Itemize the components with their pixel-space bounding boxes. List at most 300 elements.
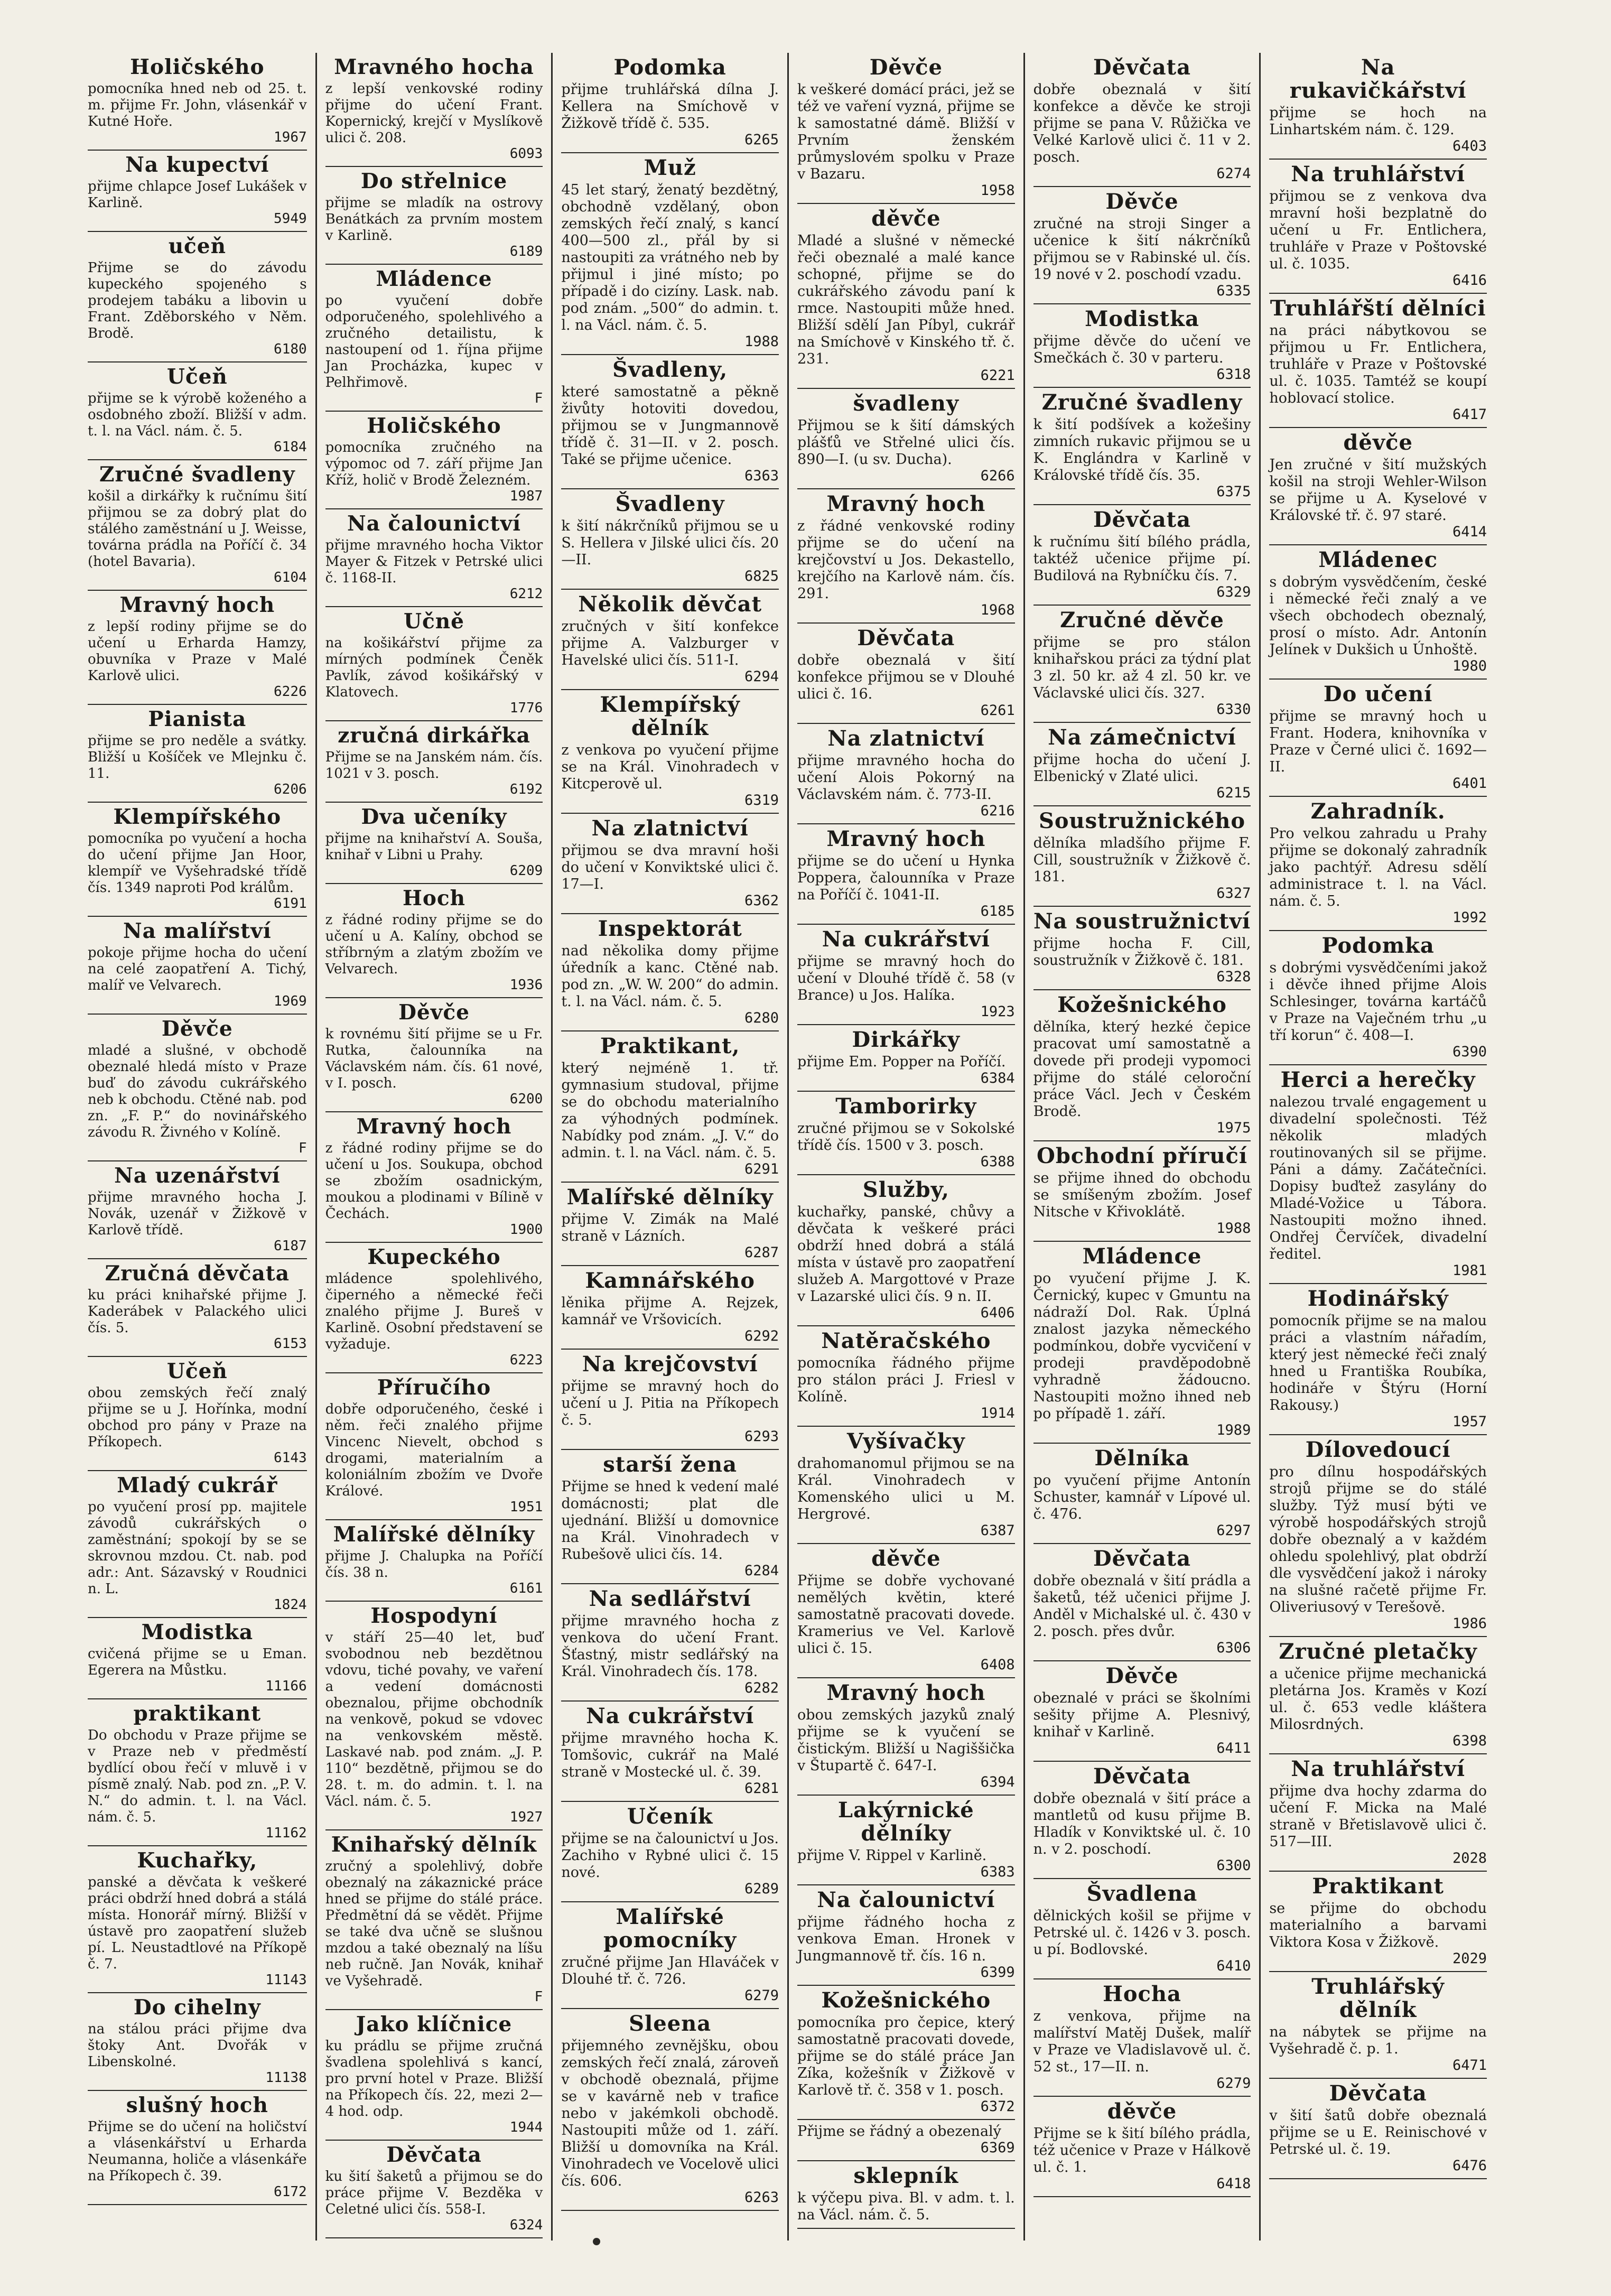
ad-number: 6330	[1216, 701, 1251, 718]
ad-body: Přijme se do závodu kupeckého spojeného s prodejem tabáku a libovin u Frant. Zděborského v Něm. Brodě.	[88, 260, 307, 341]
ad-number: 6161	[509, 1581, 543, 1596]
ad-number: 6291	[744, 1161, 779, 1177]
ad-number: 6388	[980, 1154, 1015, 1170]
ad-title: Obchodní příručí	[1036, 1144, 1248, 1168]
ad-number: 6274	[1216, 165, 1251, 182]
ad-title: Příručího	[377, 1375, 491, 1400]
ad-title: sklepník	[853, 2163, 959, 2188]
ad-body: pomocníka zručného na výpomoc od 7. září přijme Jan Kříž, holič v Brodě Železném.	[325, 440, 543, 488]
classified-ad	[88, 1846, 307, 1993]
ad-body: přijme se na čalounictví u Jos. Zachiho v Rybné ulici č. 15 nové.	[561, 1830, 779, 1881]
ad-body: po vyučení prosí pp. majitele závodů cukrářských o zaměstnání; spokojí by se se skrovnou mzdou. Ct. nab. pod adr.: Ant. Sázavský v Roudnici n. L.	[88, 1499, 307, 1597]
ad-number: 6287	[744, 1244, 779, 1261]
ad-number: 6282	[744, 1680, 779, 1696]
classified-ad	[1269, 1284, 1487, 1435]
ad-title: Mravný hoch	[119, 593, 275, 617]
ad-number: F	[299, 1140, 307, 1156]
classified-ad	[325, 1112, 543, 1243]
ad-number: 6185	[980, 903, 1015, 919]
ad-number: 1986	[1452, 1615, 1487, 1632]
ad-title: Děvče	[398, 1000, 470, 1025]
ad-number: 2029	[1452, 1950, 1487, 1967]
classified-ad	[325, 1373, 543, 1520]
classified-ad	[325, 884, 543, 998]
ad-number: 1975	[1216, 1120, 1251, 1136]
ad-number: 1992	[1452, 909, 1487, 926]
ad-number: 6372	[980, 2098, 1015, 2115]
ad-title: Holičského	[130, 55, 265, 79]
ad-number: 1951	[509, 1499, 543, 1515]
ad-title: slušný hoch	[126, 2093, 268, 2117]
ad-body: z řádné rodiny přijme se do učení u A. Kalíny, obchod se stříbrným a zlatým zbožím ve Velvarech.	[325, 912, 543, 977]
ad-body: ku práci knihařské přijme J. Kaderábek v Palackého ulici čís. 5.	[88, 1287, 307, 1336]
ad-number: 6410	[1216, 1958, 1251, 1974]
ad-title: Na zlatnictví	[591, 816, 749, 841]
ad-number: 6414	[1452, 524, 1487, 540]
ad-title: Hodinářský	[1307, 1286, 1449, 1311]
ad-number: 1968	[980, 602, 1015, 618]
ad-body: zručné na stroji Singer a učenice k šití nákrčníků přijmou se v Rabinské ul. čís. 19 nové v 2. poschodí vzadu.	[1033, 216, 1251, 283]
classified-ad	[88, 1993, 307, 2091]
ad-number: 1936	[509, 977, 543, 993]
ad-number: 2028	[1452, 1850, 1487, 1866]
classified-ad	[797, 1092, 1015, 1175]
ad-number: 6369	[980, 2140, 1015, 2156]
ad-body: Přijme se dobře vychované nemělých květin, které samostatně pracovati dovede. Kramerius ve Vel. Karlově ulici č. 15.	[797, 1573, 1015, 1657]
ad-title: Sleena	[629, 2011, 712, 2036]
ad-title: Pianista	[148, 707, 247, 731]
ad-body: z řádné rodiny přijme se do učení u Jos. Soukupa, obchod se zbožím osadnickým, moukou a plodinami v Bílině v Čechách.	[325, 1140, 543, 1222]
classified-ad	[88, 2091, 307, 2205]
ad-body: z lepší venkovské rodiny přijme do učení Frant. Kopernický, krejčí v Myslíkově ulici č. 208.	[325, 81, 543, 146]
ad-number: 6206	[274, 782, 307, 797]
classified-ad	[1033, 1544, 1251, 1661]
ad-title: Děvče	[1105, 1663, 1179, 1688]
ad-number: 11138	[265, 2070, 307, 2086]
ad-number: 6209	[509, 863, 543, 879]
ad-title: děvče	[1107, 2099, 1177, 2124]
ad-body: přijme hocha do učení J. Elbenický v Zlaté ulici.	[1033, 751, 1251, 785]
classified-ad	[561, 2009, 779, 2211]
ad-number: 6297	[1216, 1522, 1251, 1539]
ad-number: 6187	[274, 1238, 307, 1254]
classified-ad	[1269, 294, 1487, 428]
classified-ad	[797, 2120, 1015, 2161]
ad-body: přijme mravného hocha z venkova do učení Frant. Šťastný, mistr sedlářský na Král. Vinohradech čís. 178.	[561, 1613, 779, 1680]
ad-column	[551, 53, 787, 2241]
ad-title: Malířské dělníky	[333, 1522, 535, 1547]
classified-ad	[88, 232, 307, 362]
ad-body: dobře obeznalá v šití práce a mantletů od kusu přijme B. Hladík v Konviktské ul. č. 10 n. v 2. poschodí.	[1033, 1790, 1251, 1857]
classified-ad	[561, 1584, 779, 1702]
ad-number: 1776	[509, 700, 543, 716]
ad-number: 6261	[980, 702, 1015, 719]
ad-body: zručný a spolehlivý, dobře obeznalý na zákaznické práce hned se přijme do stálé práce. Předmětní dá se vědět. Přijme se také dva učně se slušnou mzdou a také obeznalý na líšu neb ručně. Jan Novák, knihař ve Vyšehradě.	[325, 1858, 543, 1989]
classified-ad	[561, 914, 779, 1031]
ad-number: 6408	[980, 1657, 1015, 1673]
ad-body: přijmou se z venkova dva mravní hoši bezplatně do učení u Fr. Entlichera, truhláře v Praze v Poštovské ul. č. 1035.	[1269, 188, 1487, 272]
ad-number: 6476	[1452, 2158, 1487, 2174]
ad-body: pomocníka po vyučení a hocha do učení přijme Jan Hoor, klempíř ve Vyšehradské třídě čís. 1349 naproti Pod králům.	[88, 831, 307, 896]
classified-ad	[1033, 723, 1251, 806]
ad-number: 6184	[274, 439, 307, 455]
ad-number: 6383	[980, 1864, 1015, 1880]
ad-title: Děvčata	[1093, 55, 1191, 80]
ad-number: 6265	[744, 132, 779, 148]
classified-ad	[325, 53, 543, 167]
ad-body: přijme hocha F. Cill, soustružník v Žižkově č. 181.	[1033, 935, 1251, 969]
ad-number: 6189	[509, 244, 543, 259]
ad-title: Praktikant	[1312, 1874, 1444, 1899]
ad-title: Učeník	[627, 1804, 713, 1829]
ad-title: Hoch	[403, 886, 465, 910]
ad-title: Mládence	[376, 267, 492, 291]
ad-number: 6411	[1216, 1740, 1251, 1756]
ad-title: Mládenec	[1318, 547, 1438, 572]
ad-body: přijme se mladík na ostrovy Benátkách za prvním mostem v Karlině.	[325, 195, 543, 244]
ad-title: Vyšívačky	[846, 1429, 965, 1454]
ad-title: Hocha	[1103, 1982, 1181, 2006]
classified-ad	[88, 1161, 307, 1259]
classified-ad	[561, 153, 779, 355]
ad-body: v stáří 25—40 let, buď svobodnou neb bezdětnou vdovu, tiché povahy, ve vaření a vedení domácnosti obeznalou, přijme obchodník na venkově, pokud se vdovec na venkovském městě. Laskavé nab. pod znám. „J. P. 110“ bezdětně, přijmou se do 28. t. m. do admin. t. l. na Václ. nám. č. 5.	[325, 1630, 543, 1809]
ad-body: přijme truhlářská dílna J. Kellera na Smíchově v Žižkově třídě č. 535.	[561, 81, 779, 132]
ad-body: přijme mravného hocha K. Tomšovic, cukrář na Malé straně v Mostecké ul. č. 39.	[561, 1730, 779, 1780]
ad-number: 6172	[274, 2184, 307, 2200]
ad-body: po vyučení přijme J. K. Černický, kupec v Gmuntu na nádraží Dol. Rak. Úplná znalost jazyka německého podmínkou, dobře vycvičení v prodeji pravděpodobně vyhradně žádoucno. Nastoupiti možno ihned neb po případě 1. září.	[1033, 1270, 1251, 1422]
ad-body: dobře obeznalá v šití konfekce přijmou se v Dlouhé ulici č. 16.	[797, 652, 1015, 702]
ad-body: Přijme se do učení na holičství a vlásenkářství u Erharda Neumanna, holiče a vlásenkáře na Příkopech č. 39.	[88, 2119, 307, 2184]
ad-body: Přijmou se k šití dámských plášťů ve Střelné ulici čís. 890—I. (u sv. Ducha).	[797, 417, 1015, 468]
ad-title: Na truhlářství	[1291, 162, 1466, 187]
ad-title: Mravný hoch	[826, 826, 986, 851]
ad-body: na stálou práci přijme dva štoky Ant. Dvořák v Libenskolné.	[88, 2021, 307, 2070]
ad-body: pokoje přijme hocha do učení na celé zaopatření A. Tichý, malíř ve Velvarech.	[88, 945, 307, 993]
ad-number: 6387	[980, 1522, 1015, 1539]
ad-title: Lakýrnické dělníky	[837, 1798, 974, 1846]
ad-body: přijme Em. Popper na Poříčí.	[797, 1054, 1006, 1070]
ad-title: Zručná děvčata	[105, 1261, 290, 1286]
ad-body: k rovnému šití přijme se u Fr. Rutka, čalounníka na Václavském nám. čís. 61 nové, v I. posch.	[325, 1026, 543, 1091]
ad-title: Na krejčovství	[582, 1352, 758, 1377]
classified-ad	[797, 204, 1015, 389]
ad-body: přijme V. Rippel v Karlině.	[797, 1847, 987, 1864]
ad-title: Na malířství	[123, 919, 272, 943]
ad-body: na práci nábytkovou se přijmou u Fr. Entlichera, truhláře v Praze v Poštovské ul. č. 1035. Tamtéž se koupí hoblovací stolice.	[1269, 322, 1487, 406]
ad-body: přijme se mravný hoch do učení v Dlouhé třídě č. 58 (v Brance) u Jos. Halíka.	[797, 953, 1015, 1003]
classified-ad	[88, 1699, 307, 1846]
ad-body: přijme mravného hocha do učení Alois Pokorný na Václavském nám. č. 773-II.	[797, 752, 1015, 803]
ad-number: 6180	[274, 341, 307, 357]
ad-number: 6399	[980, 1964, 1015, 1981]
classified-ad	[88, 1618, 307, 1699]
ad-number: 6362	[744, 893, 779, 909]
ad-number: 6281	[744, 1780, 779, 1797]
ad-title: Na čalounictví	[347, 512, 522, 536]
ad-title: Mládence	[1082, 1244, 1202, 1269]
ad-title: Natěračského	[821, 1328, 991, 1353]
ad-body: se přijme ihned do obchodu se smíšeným zbožím. Josef Nitsche v Křivoklátě.	[1033, 1170, 1251, 1220]
ad-number: 6324	[509, 2217, 543, 2233]
classified-ad	[797, 1885, 1015, 1986]
ad-title: Hospodyní	[370, 1604, 498, 1628]
ad-number: 6318	[1216, 366, 1251, 383]
classified-ad	[797, 1427, 1015, 1544]
ad-number: 6825	[744, 568, 779, 584]
classified-ad	[561, 53, 779, 153]
ad-column	[787, 53, 1023, 2241]
ad-body: přijme se k výrobě koženého a osdobného zboží. Bližší v adm. t. l. na Václ. nám. č. 5.	[88, 391, 307, 439]
ad-number: 6200	[509, 1091, 543, 1107]
ad-body: přijmou se dva mravní hoši do učení v Konviktské ulici č. 17—I.	[561, 842, 779, 893]
ad-number: 1988	[744, 333, 779, 350]
classified-ad	[797, 824, 1015, 925]
classified-ad	[1269, 1872, 1487, 1972]
ad-body: Mladé a slušné v německé řeči obeznalé a malé kance schopné, přijme se do cukrářského závodu paní k rmce. Nastoupiti může hned. Bližší sdělí Jan Píbyl, cukrář na Smíchově v Kinského tř. č. 231.	[797, 233, 1015, 367]
ad-body: přijme se pro neděle a svátky. Bližší u Košíček ve Mlejnku č. 11.	[88, 733, 307, 782]
ad-body: v šití šatů dobře obeznalá přijme se u E. Reinischové v Petrské ul. č. 19.	[1269, 2107, 1487, 2158]
ad-title: Děvče	[161, 1017, 233, 1041]
ad-body: pomocník přijme se na malou práci a vlastním nářadím, který jest německé řeči znalý hned u Františka Roubíka, hodináře v Štýru (Horní Rakousy.)	[1269, 1313, 1487, 1414]
ad-title: Herci a herečky	[1280, 1067, 1476, 1092]
ad-body: obou zemských řečí znalý přijme se u J. Hořínka, modní obchod pro pány v Praze na Příkopech.	[88, 1385, 307, 1450]
ad-number: 1967	[274, 129, 307, 145]
classified-ad	[561, 1802, 779, 1902]
ad-title: Inspektorát	[598, 916, 742, 941]
ad-number: 6223	[509, 1352, 543, 1368]
ad-number: 6406	[980, 1305, 1015, 1321]
ad-body: k šití podšívek a kožešiny zimních rukavic přijmou se u K. Englándra v Karlině v Královské třídě čís. 35.	[1033, 416, 1251, 484]
ad-title: Děvčata	[386, 2143, 482, 2167]
ad-number: 1914	[980, 1405, 1015, 1421]
ad-title: Děvčata	[1329, 2081, 1427, 2106]
ad-body: Jen zručné v šití mužských košil na stroji Wehler-Wilson se přijme u A. Kyselové v Královské tř. č. 97 staré.	[1269, 457, 1487, 524]
ad-title: zručná dirkářka	[338, 723, 530, 748]
ad-title: děvče	[1343, 430, 1413, 455]
ad-body: Přijme se hned k vedení malé domácnosti; plat dle ujednání. Bližší u domovnice na Král. Vinohradech v Rubešově ulici čís. 14.	[561, 1479, 779, 1563]
classified-ad	[797, 389, 1015, 489]
classified-ad	[1269, 2079, 1487, 2179]
ad-body: dobře obeznalá v šití konfekce a děvče ke stroji přijme se pana V. Růžička ve Velké Karlově ulici č. 11 v 2. posch.	[1033, 81, 1251, 165]
classified-ad	[1033, 1242, 1251, 1444]
ad-body: k veškeré domácí práci, jež se též ve vaření vyzná, přijme se k samostatné dámě. Bližší v Prvním ženském průmyslovém spolku v Praze v Bazaru.	[797, 81, 1015, 182]
ad-body: s dobrým vysvědčením, české i německé řeči znalý a ve všech obchodech obeznalý, prosí o místo. Adr. Antonín Jelínek v Dukšich u Únhoště.	[1269, 574, 1487, 658]
ad-title: Mravný hoch	[356, 1114, 512, 1139]
ad-title: Soustružnického	[1038, 808, 1246, 833]
ad-number: 11143	[265, 1972, 307, 1988]
classified-ad	[1033, 990, 1251, 1141]
ad-number: 6192	[509, 782, 543, 797]
classified-ads-page	[79, 53, 1495, 2241]
ad-body: se přijme do obchodu materialního a barvami Viktora Kosa v Žižkově.	[1269, 1900, 1487, 1950]
ad-title: Děvčata	[1093, 507, 1191, 532]
classified-ad	[1033, 1762, 1251, 1879]
ad-body: zručné přijme Jan Hlaváček v Dlouhé tř. č. 726.	[561, 1954, 779, 1987]
ad-number: 6221	[980, 367, 1015, 384]
ad-number: 6292	[744, 1328, 779, 1344]
ad-body: Přijme se k šití bílého prádla, též učenice v Praze v Hálkově ul. č. 1.	[1033, 2125, 1251, 2176]
classified-ad	[1269, 53, 1487, 160]
ad-number: 1957	[1452, 1414, 1487, 1430]
ad-number: 6226	[274, 684, 307, 700]
classified-ad	[561, 355, 779, 489]
ad-body: z řádné venkovské rodiny přijme se do učení na krejčovství u Jos. Dekastello, krejčího na Karlově nám. čís. 291.	[797, 518, 1015, 602]
ad-body: dělnických košil se přijme v Petrské ul. č. 1426 v 3. posch. u pí. Bodlovské.	[1033, 1908, 1251, 1958]
ad-title: Do střelnice	[360, 169, 508, 193]
classified-ad	[325, 721, 543, 803]
ad-body: přijme se hoch na Linhartském nám. č. 129.	[1269, 105, 1487, 138]
ad-number: 6329	[1216, 584, 1251, 600]
ad-title: Zručné švadleny	[99, 462, 295, 487]
ad-title: Malířské pomocníky	[603, 1904, 737, 1953]
ad-title: Dílovedoucí	[1305, 1437, 1451, 1462]
classified-ad	[88, 705, 307, 803]
ad-title: Klempířský dělník	[600, 692, 740, 740]
ad-title: Na cukrářství	[586, 1704, 755, 1728]
ad-body: který nejméně 1. tř. gymnasium studoval, přijme se do obchodu materialního za výhodných podmínek. Nabídky pod znám. „J. V.“ do admin. t. l. na Václ. nám. č. 5.	[561, 1060, 779, 1161]
classified-ad	[797, 624, 1015, 724]
classified-ad	[1033, 1979, 1251, 2097]
ad-number: 6212	[509, 586, 543, 602]
ad-body: z lepší rodiny přijme se do učení u Erharda Hamzy, obuvníka v Praze v Malé Karlově ulici.	[88, 619, 307, 684]
ad-body: ku šití šaketů a přijmou se do práce přijme V. Bezděka v Celetné ulici čís. 558-I.	[325, 2169, 543, 2217]
ad-title: Na sedlářství	[589, 1586, 751, 1611]
ad-body: po vyučení dobře odporučeného, spolehlivého a zručného detailistu, k nastoupení od 1. října přijme Jan Procházka, kupec v Pelhřimově.	[325, 293, 543, 391]
ad-body: kuchařky, panské, chůvy a děvčata k veškeré práci obdrží hned dobrá a stálá místa v ústavě pro zaopatření služeb A. Margottové v Praze v Lazarské ulici čís. 9 n. II.	[797, 1204, 1015, 1305]
ad-number: 6390	[1452, 1044, 1487, 1060]
ad-number: 6327	[1216, 885, 1251, 901]
ad-number: 6375	[1216, 484, 1251, 500]
ad-body: cvičená přijme se u Eman. Egerera na Můstku.	[88, 1646, 307, 1678]
ad-title: Kuchařky,	[137, 1848, 258, 1873]
ad-number: 1923	[980, 1003, 1015, 1020]
ad-title: praktikant	[133, 1702, 262, 1726]
ad-title: Podomka	[613, 55, 727, 80]
ad-number: 6363	[744, 468, 779, 484]
ad-number: 6394	[980, 1774, 1015, 1790]
ad-number: 6335	[1216, 283, 1251, 299]
ad-title: Do cihelny	[133, 1995, 261, 2020]
classified-ad	[325, 509, 543, 607]
classified-ad	[88, 917, 307, 1015]
ad-number: 6401	[1452, 775, 1487, 792]
ad-number: 6289	[744, 1881, 779, 1897]
ad-number: 1969	[274, 993, 307, 1009]
ad-title: Kožešnického	[1057, 992, 1227, 1017]
ad-body: přijme V. Zimák na Malé straně v Lázních.	[561, 1211, 779, 1244]
classified-ad	[797, 925, 1015, 1025]
ad-title: Učeň	[166, 1359, 228, 1383]
classified-ad	[1269, 160, 1487, 294]
ad-body: zručné přijmou se v Sokolské třídě čís. 1500 v 3. posch.	[797, 1120, 1015, 1154]
classified-ad	[1269, 931, 1487, 1065]
classified-ad	[797, 1796, 1015, 1885]
ad-number: 6398	[1452, 1733, 1487, 1749]
classified-ad	[1033, 1444, 1251, 1544]
classified-ad	[797, 1175, 1015, 1326]
ad-number: 5949	[274, 211, 307, 227]
ad-number: 6215	[1216, 785, 1251, 801]
ad-title: Kamnářského	[585, 1268, 755, 1293]
ad-body: přijme J. Chalupka na Poříčí čís. 38 n.	[325, 1548, 543, 1581]
ad-title: Na uzenářství	[114, 1164, 281, 1188]
ad-number: 6093	[509, 146, 543, 162]
ad-body: přijme řádného hocha z venkova Eman. Hronek v Jungmannově tř. čís. 16 n.	[797, 1914, 1015, 1964]
ad-body: k výčepu piva. Bl. v adm. t. l. na Václ. nám. č. 5.	[797, 2190, 1015, 2223]
ad-body: dobře obeznalá v šití prádla a šaketů, též učenici přijme J. Anděl v Michalské ul. č. 430 v 2. posch. přes dvůr.	[1033, 1573, 1251, 1640]
ad-title: Dva učeníky	[361, 805, 507, 829]
classified-ad	[561, 1450, 779, 1584]
ad-number: 6417	[1452, 406, 1487, 423]
ad-body: a učenice přijme mechanická pletárna Jos. Kraměs v Kozí ul. č. 653 vedle kláštera Milosrdných.	[1269, 1666, 1487, 1733]
ad-number: 6279	[744, 1987, 779, 2004]
classified-ad	[561, 690, 779, 814]
ad-title: Učně	[404, 609, 464, 634]
ad-body: přijme děvče do učení ve Smečkách č. 30 v parteru.	[1033, 333, 1251, 366]
ad-title: Učeň	[166, 365, 228, 389]
ad-number: 6300	[1216, 1857, 1251, 1874]
ad-number: 1927	[509, 1809, 543, 1825]
classified-ad	[1033, 907, 1251, 990]
classified-ad	[325, 803, 543, 884]
classified-ad	[325, 1830, 543, 2010]
ad-title: Malířské dělníky	[566, 1185, 774, 1210]
ad-body: přijme mravného hocha J. Novák, uzenář v Žižkově v Karlově třídě.	[88, 1189, 307, 1238]
classified-ad	[1033, 388, 1251, 505]
ad-body: přijme mravného hocha Viktor Mayer & Fitzek v Petrské ulici č. 1168-II.	[325, 537, 543, 586]
ad-body: dělníka mladšího přijme F. Cill, soustružník v Žižkově č. 181.	[1033, 835, 1251, 885]
classified-ad	[797, 1986, 1015, 2120]
ad-title: Děvčata	[1093, 1764, 1191, 1789]
classified-ad	[561, 1266, 779, 1350]
ad-title: Mladý cukrář	[117, 1473, 278, 1498]
classified-ad	[88, 460, 307, 591]
ad-number: 1981	[1452, 1262, 1487, 1279]
classified-ad	[797, 1678, 1015, 1796]
ad-body: přijme dva hochy zdarma do učení F. Micka na Malé straně v Břetislavově ulici č. 517—III.	[1269, 1783, 1487, 1850]
ad-title: starší žena	[603, 1452, 738, 1477]
classified-ad	[797, 1326, 1015, 1427]
classified-ad	[1269, 1065, 1487, 1284]
classified-ad	[1269, 1435, 1487, 1637]
ad-number: 6266	[980, 468, 1015, 484]
classified-ad	[325, 265, 543, 412]
ad-body: nalezou trvalé engagement u divadelní společnosti. Též několik mladých routinovaných sil se přijme. Páni a dámy. Začátečníci. Dopisy buďtež zasylány do Mladé-Vožice u Tábora. Nastoupiti možno ihned. Ondřej Červíček, divadelní ředitel.	[1269, 1094, 1487, 1262]
ad-title: učeň	[168, 234, 226, 258]
ad-number: 11162	[265, 1825, 307, 1841]
classified-ad	[1033, 505, 1251, 606]
ad-column	[315, 53, 552, 2241]
ad-title: Kupeckého	[367, 1245, 501, 1269]
classified-ad	[88, 1259, 307, 1357]
ad-number: 6191	[274, 896, 307, 912]
ad-title: Několik děvčat	[578, 592, 762, 617]
classified-ad	[561, 1183, 779, 1266]
ad-body: pomocníka hned neb od 25. t. m. přijme Fr. John, vlásenkář v Kutné Hoře.	[88, 81, 307, 129]
classified-ad	[1033, 1141, 1251, 1242]
ad-number: 6293	[744, 1428, 779, 1445]
classified-ad	[88, 362, 307, 460]
ad-body: Pro velkou zahradu u Prahy přijme se dokonalý zahradník jako pachtýř. Adresu sdělí administrace t. l. na Václ. nám. č. 5.	[1269, 825, 1487, 909]
ad-body: ku prádlu se přijme zručná švadlena spolehlivá s kancí, pro první hotel v Praze. Bližší na Příkopech čís. 22, mezi 2—4 hod. odp.	[325, 2038, 543, 2120]
classified-ad	[561, 590, 779, 690]
ad-title: Zručné švadleny	[1041, 390, 1243, 415]
ad-number: 6104	[274, 570, 307, 585]
ad-title: Do učení	[1323, 682, 1433, 707]
ad-number: 6280	[744, 1010, 779, 1026]
ad-body: dělníka, který hezké čepice pracovat umí samostatně a dovede při prodeji vypomoci přijme do stálé celoroční práce Václ. Jech v Českém Brodě.	[1033, 1019, 1251, 1120]
ad-title: Zahradník.	[1310, 799, 1446, 824]
